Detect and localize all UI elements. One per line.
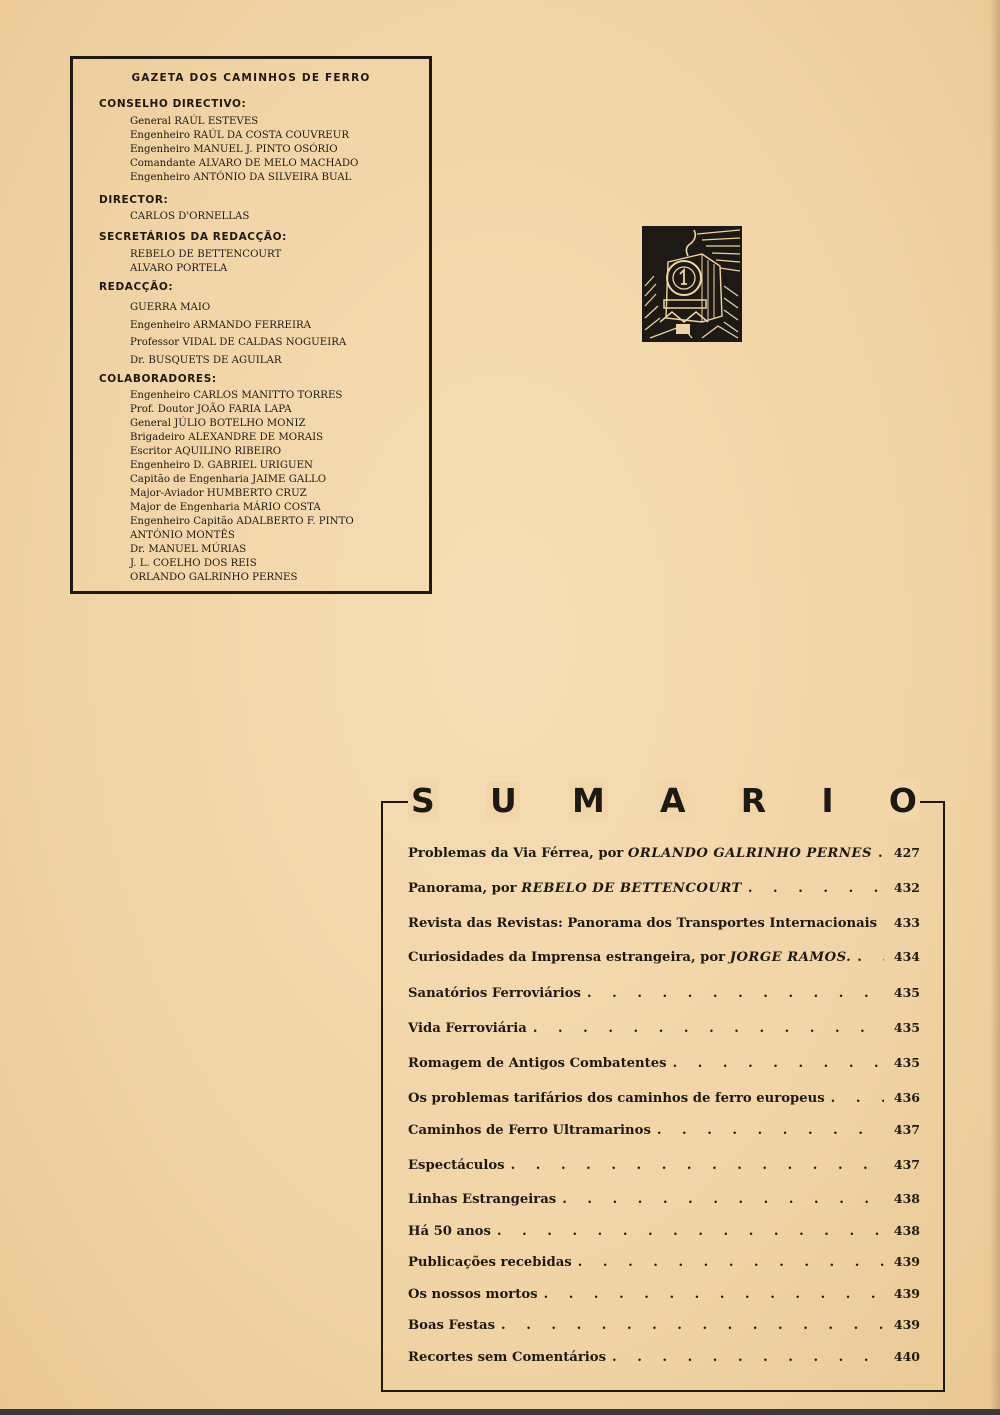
toc-entry-title: Publicações recebidas	[408, 1255, 572, 1270]
list-item: ORLANDO GALRINHO PERNES	[130, 572, 298, 583]
toc-entry-title: Espectáculos	[408, 1158, 505, 1173]
conselho-list	[130, 115, 358, 185]
toc-entry-title: Panorama, por REBELO DE BETTENCOURT	[408, 881, 742, 896]
toc-page-number: 438	[893, 1223, 920, 1238]
list-item: Major-Aviador HUMBERTO CRUZ	[130, 488, 307, 499]
conselho-heading: CONSELHO DIRECTIVO:	[99, 98, 247, 110]
masthead-title: GAZETA DOS CAMINHOS DE FERRO	[131, 72, 371, 84]
list-item: Engenheiro ARMANDO FERREIRA	[130, 319, 312, 331]
toc-entry	[408, 985, 920, 1005]
director-list	[130, 210, 249, 224]
list-item: ANTÓNIO MONTÊS	[130, 530, 235, 541]
redaccao-list	[130, 299, 346, 369]
list-item: Comandante ALVARO DE MELO MACHADO	[130, 158, 359, 169]
list-item: Major de Engenharia MÁRIO COSTA	[130, 502, 321, 513]
toc-leader	[606, 1350, 884, 1365]
list-item: Engenheiro MANUEL J. PINTO OSÓRIO	[130, 144, 338, 155]
toc-entry-author: REBELO DE BETTENCOURT	[521, 881, 742, 896]
sumario-letter: S	[408, 781, 438, 820]
toc-entry	[408, 1349, 920, 1369]
toc-entry	[408, 1317, 920, 1337]
secretarios-list	[130, 248, 281, 276]
list-item: Engenheiro RAÚL DA COSTA COUVREUR	[130, 130, 349, 141]
toc-page-number: 427	[893, 845, 920, 860]
toc-leader	[527, 1021, 884, 1036]
toc-leader	[667, 1056, 884, 1071]
list-item: Professor VIDAL DE CALDAS NOGUEIRA	[130, 337, 347, 348]
toc-entry	[408, 1254, 920, 1274]
list-item: General RAÚL ESTEVES	[130, 116, 259, 127]
toc-entry-author: ORLANDO GALRINHO PERNES	[627, 846, 872, 861]
toc-leader	[538, 1287, 884, 1302]
toc-page-number: 435	[893, 1020, 920, 1035]
toc-entry	[408, 1223, 920, 1243]
list-item: REBELO DE BETTENCOURT	[130, 249, 282, 260]
toc-leader	[877, 916, 884, 931]
colaboradores-heading: COLABORADORES:	[99, 373, 217, 385]
toc-leader	[825, 1091, 884, 1106]
sumario-rule-left	[381, 801, 411, 803]
list-item: ALVARO PORTELA	[130, 263, 228, 274]
toc-entry	[408, 1055, 920, 1075]
list-item: J. L. COELHO DOS REIS	[130, 558, 257, 569]
toc-leader	[872, 846, 884, 861]
secretarios-heading: SECRETÁRIOS DA REDACÇÃO:	[99, 231, 287, 243]
toc-entry-title: Os nossos mortos	[408, 1287, 538, 1302]
toc-leader	[572, 1255, 884, 1270]
toc-entry-title: Linhas Estrangeiras	[408, 1192, 557, 1207]
toc-entry-title: Romagem de Antigos Combatentes	[408, 1056, 667, 1071]
toc-page-number: 438	[893, 1191, 920, 1206]
toc-entry-title: Recortes sem Comentários	[408, 1350, 607, 1365]
sumario-letter: O	[886, 781, 920, 820]
toc-leader	[651, 1123, 884, 1138]
toc-entry-title: Os problemas tarifários dos caminhos de ferro europeus	[408, 1091, 825, 1106]
sumario-letter: R	[738, 781, 769, 820]
toc-page-number: 439	[893, 1317, 920, 1332]
toc-entry	[408, 1090, 920, 1110]
toc-page-number: 435	[893, 1055, 920, 1070]
toc-entry-title: Problemas da Via Férrea, por ORLANDO GALRINHO PERNES	[408, 846, 872, 861]
masthead-box	[70, 56, 432, 594]
toc-entry	[408, 1157, 920, 1177]
director-heading: DIRECTOR:	[99, 194, 169, 206]
toc-page-number: 439	[893, 1286, 920, 1301]
page-edge-shadow	[990, 0, 1000, 1415]
toc-page-number: 435	[893, 985, 920, 1000]
list-item: GUERRA MAIO	[130, 302, 211, 313]
toc-entry	[408, 949, 920, 969]
toc-entry	[408, 845, 920, 865]
toc-entry	[408, 915, 920, 935]
toc-entry	[408, 1191, 920, 1211]
toc-page-number: 433	[893, 915, 920, 930]
toc-entry-title: Curiosidades da Imprensa estrangeira, por JORGE RAMOS.	[408, 950, 852, 965]
toc-entry	[408, 1020, 920, 1040]
list-item: Escritor AQUILINO RIBEIRO	[130, 446, 282, 457]
sumario-letter: M	[569, 781, 608, 820]
toc-page-number: 437	[893, 1157, 920, 1172]
toc-entry	[408, 1122, 920, 1142]
toc-leader	[851, 950, 884, 965]
list-item: Engenheiro CARLOS MANITTO TORRES	[130, 390, 343, 401]
list-item: Brigadeiro ALEXANDRE DE MORAIS	[130, 432, 324, 443]
toc-leader	[491, 1224, 884, 1239]
sumario-letter: I	[818, 781, 836, 820]
list-item: General JÚLIO BOTELHO MONIZ	[130, 418, 306, 429]
colaboradores-list	[130, 389, 354, 585]
redaccao-heading: REDACÇÃO:	[99, 281, 174, 293]
list-item: CARLOS D'ORNELLAS	[130, 211, 250, 222]
sumario-title	[408, 781, 920, 820]
toc-leader	[556, 1192, 884, 1207]
list-item: Prof. Doutor JOÃO FARIA LAPA	[130, 404, 292, 415]
toc-entry	[408, 880, 920, 900]
list-item: Capitão de Engenharia JAIME GALLO	[130, 474, 327, 485]
list-item: Dr. BUSQUETS DE AGUILAR	[130, 354, 282, 366]
toc-leader	[581, 986, 884, 1001]
toc-page-number: 432	[893, 880, 920, 895]
toc-entry-title: Sanatórios Ferroviários	[408, 986, 581, 1001]
toc-page-number: 437	[893, 1122, 920, 1137]
toc-entry-author: JORGE RAMOS.	[729, 950, 852, 965]
toc-entry	[408, 1286, 920, 1306]
toc-page-number: 440	[893, 1349, 920, 1364]
toc-entry-title: Revista das Revistas: Panorama dos Transportes Internacionais	[408, 916, 878, 931]
list-item: Engenheiro D. GABRIEL URIGUEN	[130, 460, 313, 471]
toc-page-number: 439	[893, 1254, 920, 1269]
locomotive-woodcut-icon	[642, 226, 742, 342]
toc-leader	[742, 881, 884, 896]
sumario-letter: U	[487, 781, 520, 820]
list-item: Dr. MANUEL MÚRIAS	[130, 544, 247, 555]
toc-page-number: 436	[893, 1090, 920, 1105]
page-bottom-edge	[0, 1409, 1000, 1415]
list-item: Engenheiro Capitão ADALBERTO F. PINTO	[130, 516, 354, 527]
toc-leader	[495, 1318, 884, 1333]
toc-entry-title: Boas Festas	[408, 1318, 496, 1333]
toc-entry-title: Vida Ferroviária	[408, 1021, 527, 1036]
list-item: Engenheiro ANTÓNIO DA SILVEIRA BUAL	[130, 172, 352, 183]
toc-page-number: 434	[893, 949, 920, 964]
sumario-letter: A	[657, 781, 689, 820]
toc-entry-title: Há 50 anos	[408, 1224, 491, 1239]
toc-leader	[505, 1158, 884, 1173]
toc-entry-title: Caminhos de Ferro Ultramarinos	[408, 1123, 651, 1138]
